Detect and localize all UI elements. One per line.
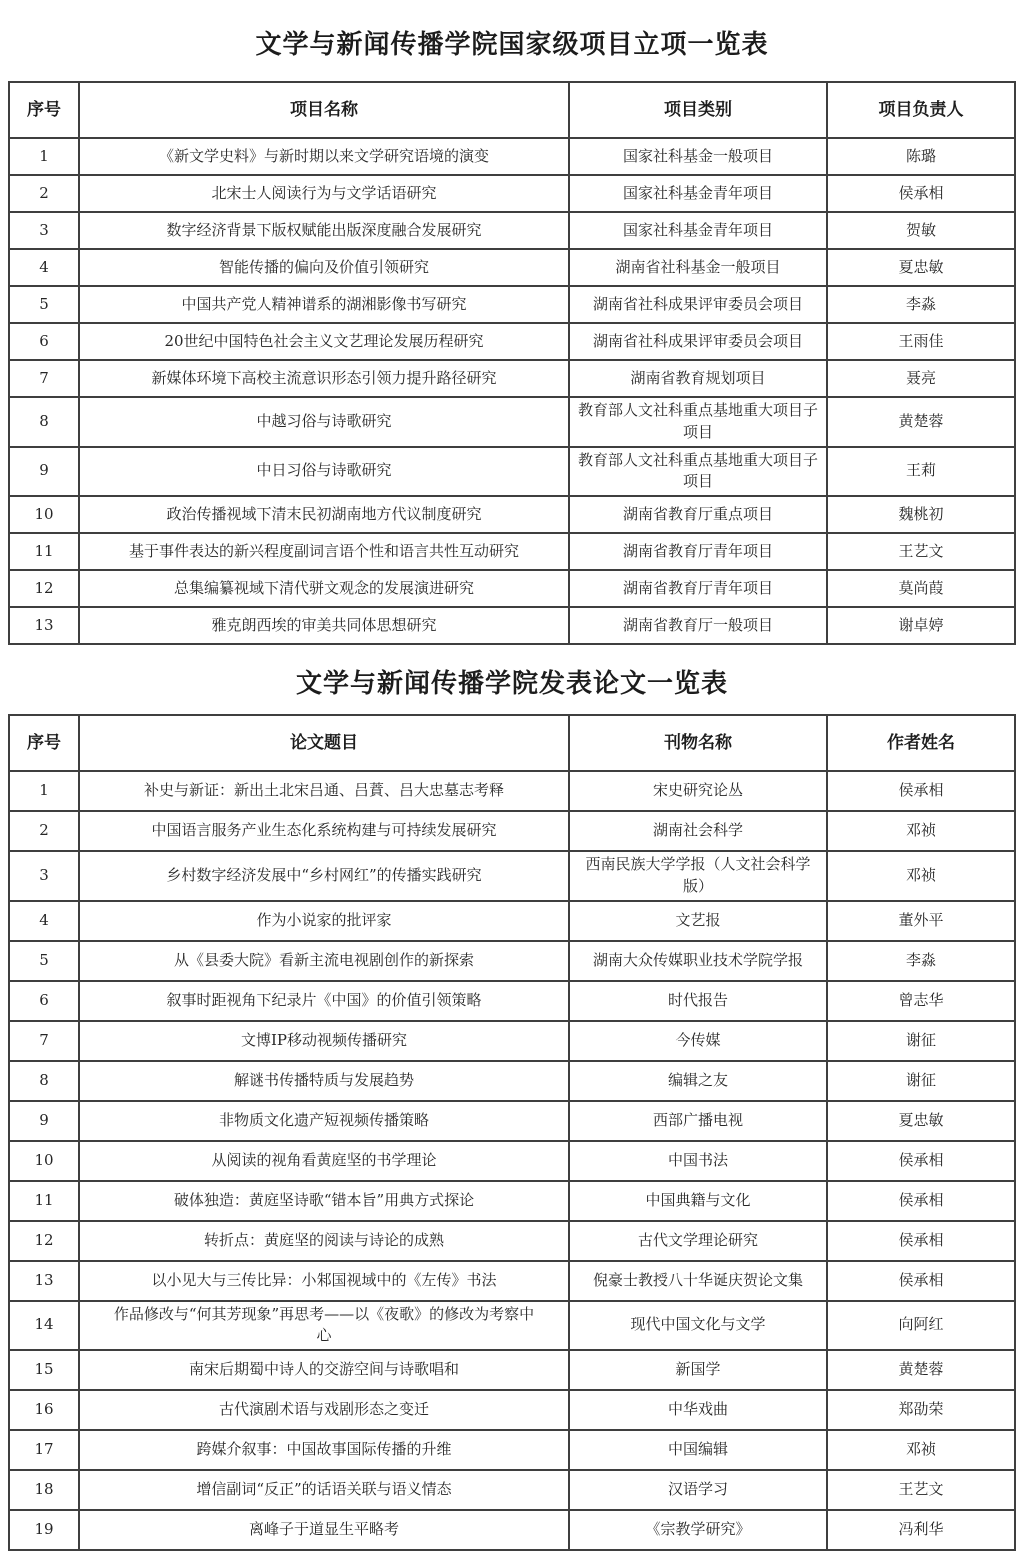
author-name-cell: 邓祯 [827, 851, 1015, 901]
author-name-cell: 王艺文 [827, 1470, 1015, 1510]
row-index-cell: 13 [9, 607, 79, 644]
table-row [9, 496, 1015, 533]
project-category-cell: 湖南省教育厅青年项目 [569, 533, 827, 570]
row-index-cell: 11 [9, 1181, 79, 1221]
paper-title-cell: 非物质文化遗产短视频传播策略 [79, 1101, 569, 1141]
paper-title-cell: 文博IP移动视频传播研究 [79, 1021, 569, 1061]
project-name-cell: 智能传播的偏向及价值引领研究 [79, 249, 569, 286]
journal-name-cell: 湖南社会科学 [569, 811, 827, 851]
row-index-cell: 9 [9, 1101, 79, 1141]
table-row [9, 1301, 1015, 1351]
project-name-cell: 数字经济背景下版权赋能出版深度融合发展研究 [79, 212, 569, 249]
paper-title-cell: 解谜书传播特质与发展趋势 [79, 1061, 569, 1101]
project-category-cell: 国家社科基金青年项目 [569, 175, 827, 212]
journal-name-cell: 今传媒 [569, 1021, 827, 1061]
projects-table-header [9, 82, 1015, 138]
project-leader-cell: 莫尚葭 [827, 570, 1015, 607]
row-index-cell: 2 [9, 811, 79, 851]
project-name-cell: 《新文学史料》与新时期以来文学研究语境的演变 [79, 138, 569, 175]
journal-name-cell: 西南民族大学学报（人文社会科学版） [569, 851, 827, 901]
col-header-author-name: 作者姓名 [827, 715, 1015, 771]
row-index-cell: 10 [9, 496, 79, 533]
table-row [9, 851, 1015, 901]
table-row [9, 771, 1015, 811]
row-index-cell: 8 [9, 397, 79, 447]
author-name-cell: 冯利华 [827, 1510, 1015, 1550]
row-index-cell: 4 [9, 901, 79, 941]
project-leader-cell: 侯承相 [827, 175, 1015, 212]
row-index-cell: 13 [9, 1261, 79, 1301]
journal-name-cell: 西部广播电视 [569, 1101, 827, 1141]
header-row [9, 82, 1015, 138]
projects-table-body [9, 138, 1015, 644]
journal-name-cell: 中国典籍与文化 [569, 1181, 827, 1221]
author-name-cell: 侯承相 [827, 1181, 1015, 1221]
journal-name-cell: 中华戏曲 [569, 1390, 827, 1430]
paper-title-cell: 乡村数字经济发展中“乡村网红”的传播实践研究 [79, 851, 569, 901]
project-name-cell: 政治传播视域下清末民初湖南地方代议制度研究 [79, 496, 569, 533]
row-index-cell: 10 [9, 1141, 79, 1181]
journal-name-cell: 宋史研究论丛 [569, 771, 827, 811]
header-row [9, 715, 1015, 771]
author-name-cell: 向阿红 [827, 1301, 1015, 1351]
row-index-cell: 4 [9, 249, 79, 286]
row-index-cell: 15 [9, 1350, 79, 1390]
project-category-cell: 教育部人文社科重点基地重大项目子项目 [569, 447, 827, 497]
project-category-cell: 教育部人文社科重点基地重大项目子项目 [569, 397, 827, 447]
project-name-cell: 中日习俗与诗歌研究 [79, 447, 569, 497]
project-name-cell: 总集编纂视域下清代骈文观念的发展演进研究 [79, 570, 569, 607]
row-index-cell: 3 [9, 851, 79, 901]
project-leader-cell: 夏忠敏 [827, 249, 1015, 286]
row-index-cell: 2 [9, 175, 79, 212]
row-index-cell: 6 [9, 981, 79, 1021]
row-index-cell: 5 [9, 286, 79, 323]
paper-title-cell: 破体独造：黄庭坚诗歌“错本旨”用典方式探论 [79, 1181, 569, 1221]
table-row [9, 533, 1015, 570]
row-index-cell: 11 [9, 533, 79, 570]
author-name-cell: 谢征 [827, 1021, 1015, 1061]
author-name-cell: 侯承相 [827, 771, 1015, 811]
journal-name-cell: 现代中国文化与文学 [569, 1301, 827, 1351]
journal-name-cell: 古代文学理论研究 [569, 1221, 827, 1261]
table-row [9, 1350, 1015, 1390]
project-category-cell: 湖南省社科成果评审委员会项目 [569, 286, 827, 323]
col-header-paper-title: 论文题目 [79, 715, 569, 771]
paper-title-cell: 从阅读的视角看黄庭坚的书学理论 [79, 1141, 569, 1181]
papers-table-title: 文学与新闻传播学院发表论文一览表 [295, 669, 728, 699]
project-leader-cell: 陈璐 [827, 138, 1015, 175]
paper-title-cell: 南宋后期蜀中诗人的交游空间与诗歌唱和 [79, 1350, 569, 1390]
table-row [9, 397, 1015, 447]
project-name-cell: 20世纪中国特色社会主义文艺理论发展历程研究 [79, 323, 569, 360]
author-name-cell: 侯承相 [827, 1261, 1015, 1301]
journal-name-cell: 《宗教学研究》 [569, 1510, 827, 1550]
table-row [9, 1261, 1015, 1301]
paper-title-cell: 离峰子于道显生平略考 [79, 1510, 569, 1550]
table-row [9, 138, 1015, 175]
project-leader-cell: 王莉 [827, 447, 1015, 497]
author-name-cell: 曾志华 [827, 981, 1015, 1021]
papers-table-body [9, 771, 1015, 1550]
project-leader-cell: 魏桃初 [827, 496, 1015, 533]
journal-name-cell: 编辑之友 [569, 1061, 827, 1101]
paper-title-cell: 转折点：黄庭坚的阅读与诗论的成熟 [79, 1221, 569, 1261]
papers-section [8, 645, 1016, 1551]
row-index-cell: 9 [9, 447, 79, 497]
journal-name-cell: 倪豪士教授八十华诞庆贺论文集 [569, 1261, 827, 1301]
project-category-cell: 湖南省教育厅青年项目 [569, 570, 827, 607]
journal-name-cell: 时代报告 [569, 981, 827, 1021]
project-leader-cell: 王艺文 [827, 533, 1015, 570]
author-name-cell: 夏忠敏 [827, 1101, 1015, 1141]
journal-name-cell: 文艺报 [569, 901, 827, 941]
project-leader-cell: 李淼 [827, 286, 1015, 323]
table-row [9, 212, 1015, 249]
row-index-cell: 8 [9, 1061, 79, 1101]
author-name-cell: 谢征 [827, 1061, 1015, 1101]
journal-name-cell: 新国学 [569, 1350, 827, 1390]
row-index-cell: 17 [9, 1430, 79, 1470]
journal-name-cell: 汉语学习 [569, 1470, 827, 1510]
table-row [9, 323, 1015, 360]
project-category-cell: 湖南省教育厅重点项目 [569, 496, 827, 533]
table-row [9, 447, 1015, 497]
journal-name-cell: 中国书法 [569, 1141, 827, 1181]
table-row [9, 1061, 1015, 1101]
row-index-cell: 16 [9, 1390, 79, 1430]
project-leader-cell: 谢卓婷 [827, 607, 1015, 644]
project-leader-cell: 聂亮 [827, 360, 1015, 397]
row-index-cell: 7 [9, 360, 79, 397]
author-name-cell: 李淼 [827, 941, 1015, 981]
projects-table [8, 81, 1016, 645]
project-name-cell: 新媒体环境下高校主流意识形态引领力提升路径研究 [79, 360, 569, 397]
row-index-cell: 12 [9, 570, 79, 607]
row-index-cell: 19 [9, 1510, 79, 1550]
table-row [9, 901, 1015, 941]
table-row [9, 175, 1015, 212]
row-index-cell: 5 [9, 941, 79, 981]
paper-title-cell: 古代演剧术语与戏剧形态之变迁 [79, 1390, 569, 1430]
table-row [9, 286, 1015, 323]
papers-table [8, 714, 1016, 1551]
table-row [9, 607, 1015, 644]
project-name-cell: 北宋士人阅读行为与文学话语研究 [79, 175, 569, 212]
row-index-cell: 12 [9, 1221, 79, 1261]
paper-title-cell: 从《县委大院》看新主流电视剧创作的新探索 [79, 941, 569, 981]
papers-table-header [9, 715, 1015, 771]
project-name-cell: 中越习俗与诗歌研究 [79, 397, 569, 447]
col-header-project-name: 项目名称 [79, 82, 569, 138]
paper-title-cell: 增信副词“反正”的话语关联与语义情态 [79, 1470, 569, 1510]
row-index-cell: 1 [9, 138, 79, 175]
table-row [9, 981, 1015, 1021]
col-header-journal-name: 刊物名称 [569, 715, 827, 771]
row-index-cell: 6 [9, 323, 79, 360]
project-category-cell: 湖南省教育规划项目 [569, 360, 827, 397]
table-row [9, 1430, 1015, 1470]
project-leader-cell: 贺敏 [827, 212, 1015, 249]
table-row [9, 1021, 1015, 1061]
table-row [9, 941, 1015, 981]
table-row [9, 570, 1015, 607]
row-index-cell: 14 [9, 1301, 79, 1351]
author-name-cell: 郑劭荣 [827, 1390, 1015, 1430]
table-row [9, 1470, 1015, 1510]
table-row [9, 360, 1015, 397]
project-category-cell: 湖南省教育厅一般项目 [569, 607, 827, 644]
project-leader-cell: 王雨佳 [827, 323, 1015, 360]
table-row [9, 811, 1015, 851]
table-row [9, 1221, 1015, 1261]
paper-title-cell: 以小见大与三传比异：小邾国视域中的《左传》书法 [79, 1261, 569, 1301]
col-header-project-leader: 项目负责人 [827, 82, 1015, 138]
paper-title-cell: 补史与新证：新出土北宋吕通、吕蕡、吕大忠墓志考释 [79, 771, 569, 811]
col-header-index: 序号 [9, 715, 79, 771]
projects-table-title: 文学与新闻传播学院国家级项目立项一览表 [255, 30, 769, 60]
table-row [9, 249, 1015, 286]
author-name-cell: 邓祯 [827, 811, 1015, 851]
project-category-cell: 国家社科基金青年项目 [569, 212, 827, 249]
author-name-cell: 董外平 [827, 901, 1015, 941]
table-row [9, 1390, 1015, 1430]
author-name-cell: 侯承相 [827, 1141, 1015, 1181]
row-index-cell: 1 [9, 771, 79, 811]
journal-name-cell: 中国编辑 [569, 1430, 827, 1470]
author-name-cell: 侯承相 [827, 1221, 1015, 1261]
project-category-cell: 湖南省社科成果评审委员会项目 [569, 323, 827, 360]
project-category-cell: 湖南省社科基金一般项目 [569, 249, 827, 286]
paper-title-cell: 跨媒介叙事：中国故事国际传播的升维 [79, 1430, 569, 1470]
journal-name-cell: 湖南大众传媒职业技术学院学报 [569, 941, 827, 981]
author-name-cell: 邓祯 [827, 1430, 1015, 1470]
row-index-cell: 3 [9, 212, 79, 249]
project-category-cell: 国家社科基金一般项目 [569, 138, 827, 175]
table-row [9, 1101, 1015, 1141]
projects-section [8, 0, 1016, 645]
paper-title-cell: 作为小说家的批评家 [79, 901, 569, 941]
paper-title-cell: 叙事时距视角下纪录片《中国》的价值引领策略 [79, 981, 569, 1021]
project-name-cell: 中国共产党人精神谱系的湖湘影像书写研究 [79, 286, 569, 323]
author-name-cell: 黄楚蓉 [827, 1350, 1015, 1390]
project-name-cell: 基于事件表达的新兴程度副词言语个性和语言共性互动研究 [79, 533, 569, 570]
col-header-index: 序号 [9, 82, 79, 138]
table-row [9, 1181, 1015, 1221]
table-row [9, 1510, 1015, 1550]
paper-title-cell: 作品修改与“何其芳现象”再思考——以《夜歌》的修改为考察中心 [79, 1301, 569, 1351]
project-leader-cell: 黄楚蓉 [827, 397, 1015, 447]
row-index-cell: 18 [9, 1470, 79, 1510]
project-name-cell: 雅克朗西埃的审美共同体思想研究 [79, 607, 569, 644]
table-row [9, 1141, 1015, 1181]
row-index-cell: 7 [9, 1021, 79, 1061]
paper-title-cell: 中国语言服务产业生态化系统构建与可持续发展研究 [79, 811, 569, 851]
col-header-project-category: 项目类别 [569, 82, 827, 138]
